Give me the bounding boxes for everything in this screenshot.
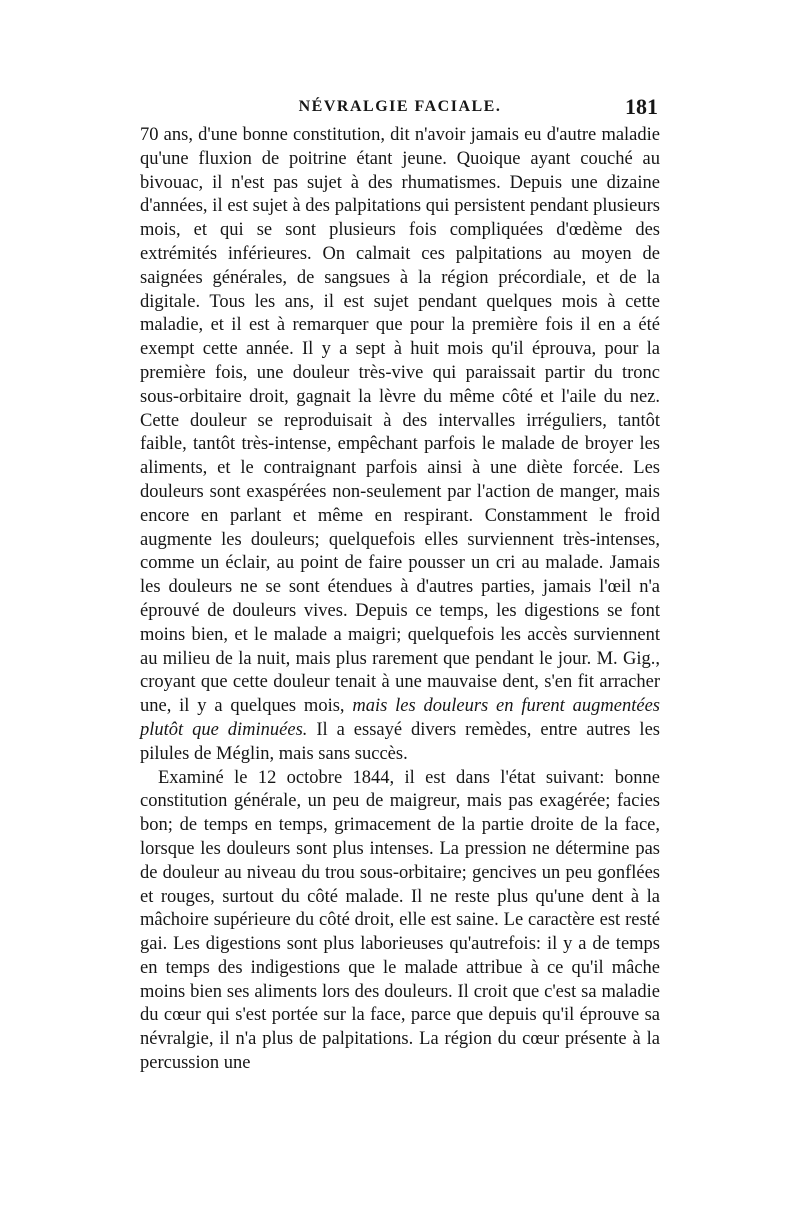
paragraph-case-history: [140, 124, 660, 767]
document-page: [140, 92, 660, 1076]
paragraph-text: 70 ans, d'une bonne constitution, dit n'avoir jamais eu d'autre maladie qu'une fluxion de poitrine étant jeune. Quoique ayant couché au bivouac, il n'est pas sujet à des rhumatismes. Depuis une dizaine d'années, il est sujet à des palpitations qui persistent pendant plusieurs mois, et qui se sont plusieurs fois compliquées d'œdème des extrémités inférieures. On calmait ces palpitations au moyen de saignées générales, de sangsues à la région précordiale, et de la digitale. Tous les ans, il est sujet pendant quelques mois à cette maladie, et il est à remarquer que pour la première fois il en a été exempt cette année. Il y a sept à huit mois qu'il éprouva, pour la première fois, une douleur très-vive qui paraissait partir du tronc sous-orbitaire droit, gagnait la lèvre du même côté et l'aile du nez. Cette douleur se reproduisait à des intervalles irréguliers, tantôt faible, tantôt très-intense, empêchant parfois le malade de broyer les aliments, et le contraignant parfois ainsi à une diète forcée. Les douleurs sont exaspérées non-seulement par l'action de manger, mais encore en parlant et même en respirant. Constamment le froid augmente les douleurs; quelquefois elles surviennent très-intenses, comme un éclair, au point de faire pousser un cri au malade. Jamais les douleurs ne se sont étendues à d'autres parties, jamais l'œil n'a éprouvé de douleurs vives. Depuis ce temps, les digestions se font moins bien, et le malade a maigri; quelquefois les accès surviennent au milieu de la nuit, mais plus rarement que pendant le jour. M. Gig., croyant que cette douleur tenait à une mauvaise dent, s'en fit arracher une, il y a quelques mois,: [140, 125, 660, 717]
paragraph-examination: Examiné le 12 octobre 1844, il est dans l'état suivant: bonne constitution générale, un peu de maigreur, mais pas exagérée; facies bon; de temps en temps, grimacement de la partie droite de la face, lorsque les douleurs sont plus intenses. La pression ne détermine pas de douleur au niveau du trou sous-orbitaire; gencives un peu gonflées et rouges, surtout du côté malade. Il ne reste plus qu'une dent à la mâchoire supérieure du côté droit, elle est saine. Le caractère est resté gai. Les digestions sont plus laborieuses qu'autrefois: il y a de temps en temps des indigestions que le malade attribue à ce qu'il mâche moins bien ses aliments lors des douleurs. Il croit que c'est sa maladie du cœur qui s'est portée sur la face, parce que depuis qu'il éprouve sa névralgie, il n'a plus de palpitations. La région du cœur présente à la percussion une: [140, 767, 660, 1074]
page-number: 181: [625, 94, 658, 119]
paragraph-text-continued: Il a essayé divers remèdes, entre autres les pilules de Méglin, mais sans succès.: [140, 719, 660, 764]
italic-emphasis: mais les douleurs en furent augmentées plutôt que diminuées.: [140, 696, 660, 740]
running-head: [140, 92, 660, 124]
running-title: NÉVRALGIE FACIALE.: [298, 98, 502, 115]
